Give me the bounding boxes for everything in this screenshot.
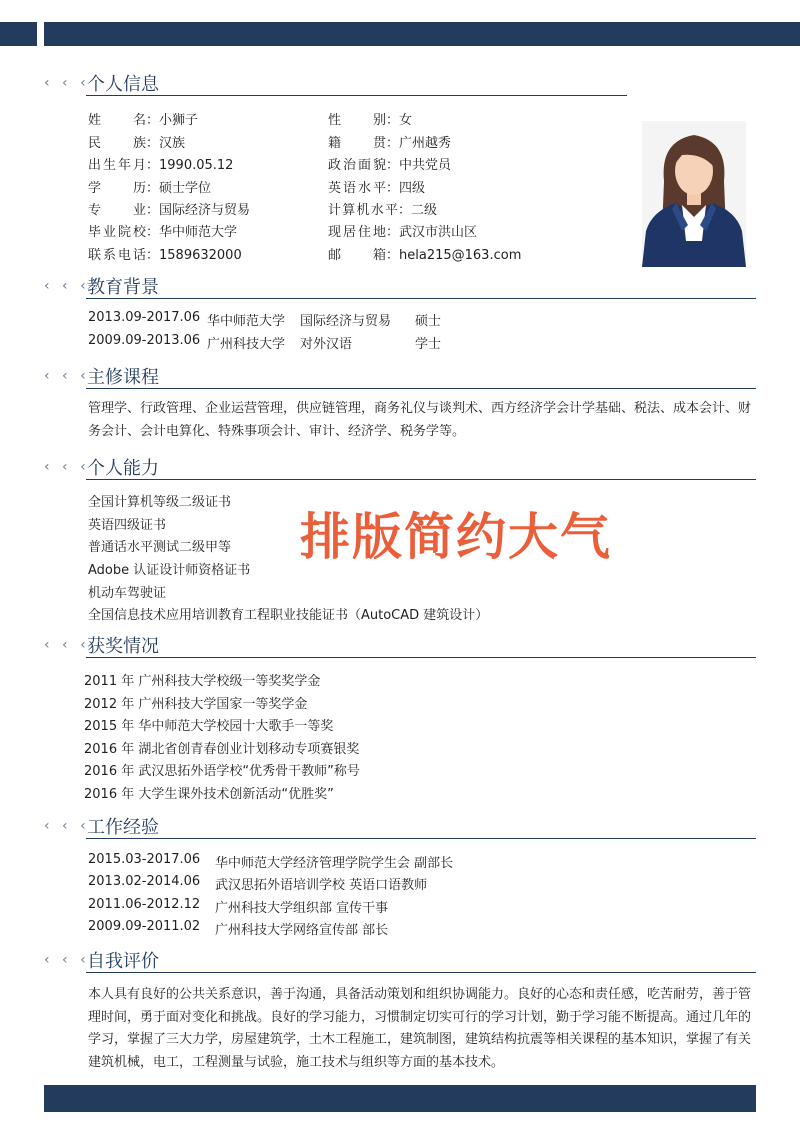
work-desc: 武汉思拓外语培训学校 英语口语教师 [215, 878, 428, 893]
section-divider [86, 479, 756, 480]
info-label: 性 别 [328, 113, 386, 128]
section-title: 获奖情况 [87, 636, 159, 657]
chevrons-icon: ‹ ‹ ‹ [44, 637, 90, 653]
award-item: 2016 年 武汉思拓外语学校“优秀骨干教师”称号 [84, 764, 360, 779]
info-value: 中共党员 [399, 158, 452, 173]
education-major: 国际经济与贸易 [300, 314, 392, 329]
section-divider [86, 298, 756, 299]
award-item: 2016 年 湖北省创青春创业计划移动专项赛银奖 [84, 742, 360, 757]
info-value: 硕士学位 [159, 181, 212, 196]
skill-item: Adobe 认证设计师资格证书 [88, 563, 251, 578]
info-label: 毕业院校 [88, 225, 146, 240]
info-row: 邮 箱：hela215@163.com [328, 244, 521, 263]
education-period: 2009.09-2013.06 [88, 333, 201, 348]
education-major: 对外汉语 [300, 337, 353, 352]
section-title: 个人能力 [87, 458, 159, 479]
skill-item: 全国信息技术应用培训教育工程职业技能证书（AutoCAD 建筑设计） [88, 608, 489, 623]
work-desc: 华中师范大学经济管理学院学生会 副部长 [215, 856, 454, 871]
section-divider [86, 95, 627, 96]
info-label: 英语水平 [328, 181, 386, 196]
info-row: 籍 贯：广州越秀 [328, 132, 451, 151]
award-item: 2012 年 广州科技大学国家一等奖学金 [84, 697, 308, 712]
education-school: 华中师范大学 [207, 314, 286, 329]
info-row: 政治面貌：中共党员 [328, 154, 451, 173]
info-label: 政治面貌 [328, 158, 386, 173]
award-item: 2011 年 广州科技大学校级一等奖奖学金 [84, 674, 321, 689]
info-value: hela215@163.com [399, 248, 522, 263]
chevrons-icon: ‹ ‹ ‹ [44, 459, 90, 475]
info-value: 二级 [411, 203, 438, 218]
section-divider [86, 838, 756, 839]
info-row: 英语水平：四级 [328, 177, 425, 196]
education-period: 2013.09-2017.06 [88, 310, 201, 325]
info-value: 国际经济与贸易 [159, 203, 251, 218]
info-row: 出生年月：1990.05.12 [88, 154, 233, 173]
info-value: 汉族 [159, 136, 186, 151]
work-desc: 广州科技大学网络宣传部 部长 [215, 923, 389, 938]
chevrons-icon: ‹ ‹ ‹ [44, 818, 90, 834]
info-label: 现居住地 [328, 225, 386, 240]
self-evaluation-text: 本人具有良好的公共关系意识，善于沟通，具备活动策划和组织协调能力。良好的心态和责任感，吃苦耐劳，善于管理时间，勇于面对变化和挑战。良好的学习能力，习惯制定切实可行的学习计划，勤于学习能不断提高。通过几年的学习，掌握了三大力学，房屋建筑学，土木工程施工，建筑制图，建筑结构抗震等相关课程的基本知识，掌握了有关建筑机械，电工，工程测量与试验，施工技术与组织等方面的基本技术。 [88, 987, 752, 1070]
info-value: 华中师范大学 [159, 225, 238, 240]
info-row: 联系电话：1589632000 [88, 244, 242, 263]
profile-photo [642, 121, 746, 267]
award-item: 2016 年 大学生课外技术创新活动“优胜奖” [84, 787, 334, 802]
education-school: 广州科技大学 [207, 337, 286, 352]
work-period: 2011.06-2012.12 [88, 897, 201, 912]
info-row: 现居住地：武汉市洪山区 [328, 221, 477, 240]
info-label: 姓 名 [88, 113, 146, 128]
chevrons-icon: ‹ ‹ ‹ [44, 368, 90, 384]
info-value: 1589632000 [159, 248, 242, 263]
info-row: 姓 名：小狮子 [88, 109, 198, 128]
header-bar-right [44, 22, 800, 46]
info-label: 邮 箱 [328, 248, 386, 263]
info-value: 女 [399, 113, 413, 128]
info-label: 联系电话 [88, 248, 146, 263]
info-row: 计算机水平：二级 [328, 199, 437, 218]
skill-item: 全国计算机等级二级证书 [88, 495, 232, 510]
info-row: 学 历：硕士学位 [88, 177, 211, 196]
promo-stamp-text: 排版简约大气 [300, 508, 612, 566]
courses-text: 管理学、行政管理、企业运营管理，供应链管理，商务礼仪与谈判术、西方经济学会计学基础、税法、成本会计、财务会计、会计电算化、特殊事项会计、审计、经济学、税务学等。 [88, 401, 752, 439]
header-bar-left [0, 22, 37, 46]
section-divider [86, 388, 756, 389]
info-label: 民 族 [88, 136, 146, 151]
work-period: 2009.09-2011.02 [88, 919, 201, 934]
avatar-illustration [642, 121, 746, 267]
info-label: 专 业 [88, 203, 146, 218]
info-row: 毕业院校：华中师范大学 [88, 221, 237, 240]
work-desc: 广州科技大学组织部 宣传干事 [215, 901, 389, 916]
info-label: 籍 贯 [328, 136, 386, 151]
education-degree: 学士 [415, 337, 442, 352]
section-title: 个人信息 [87, 74, 159, 95]
chevrons-icon: ‹ ‹ ‹ [44, 952, 90, 968]
info-value: 小狮子 [159, 113, 199, 128]
section-title: 自我评价 [87, 951, 159, 972]
chevrons-icon: ‹ ‹ ‹ [44, 278, 90, 294]
info-row: 专 业：国际经济与贸易 [88, 199, 250, 218]
info-value: 1990.05.12 [159, 158, 234, 173]
work-period: 2013.02-2014.06 [88, 874, 201, 889]
chevrons-icon: ‹ ‹ ‹ [44, 75, 90, 91]
section-divider [86, 657, 756, 658]
education-degree: 硕士 [415, 314, 442, 329]
info-label: 学 历 [88, 181, 146, 196]
section-title: 主修课程 [87, 367, 159, 388]
info-row: 性 别：女 [328, 109, 412, 128]
info-value: 四级 [399, 181, 426, 196]
skill-item: 机动车驾驶证 [88, 586, 167, 601]
section-title: 工作经验 [87, 817, 159, 838]
skill-item: 英语四级证书 [88, 518, 167, 533]
skill-item: 普通话水平测试二级甲等 [88, 540, 232, 555]
info-value: 武汉市洪山区 [399, 225, 478, 240]
info-label: 计算机水平 [328, 203, 398, 218]
award-item: 2015 年 华中师范大学校园十大歌手一等奖 [84, 719, 334, 734]
section-title: 教育背景 [87, 277, 159, 298]
work-period: 2015.03-2017.06 [88, 852, 201, 867]
info-label: 出生年月 [88, 158, 146, 173]
info-row: 民 族：汉族 [88, 132, 185, 151]
info-value: 广州越秀 [399, 136, 452, 151]
footer-bar [44, 1085, 756, 1112]
section-divider [86, 972, 756, 973]
